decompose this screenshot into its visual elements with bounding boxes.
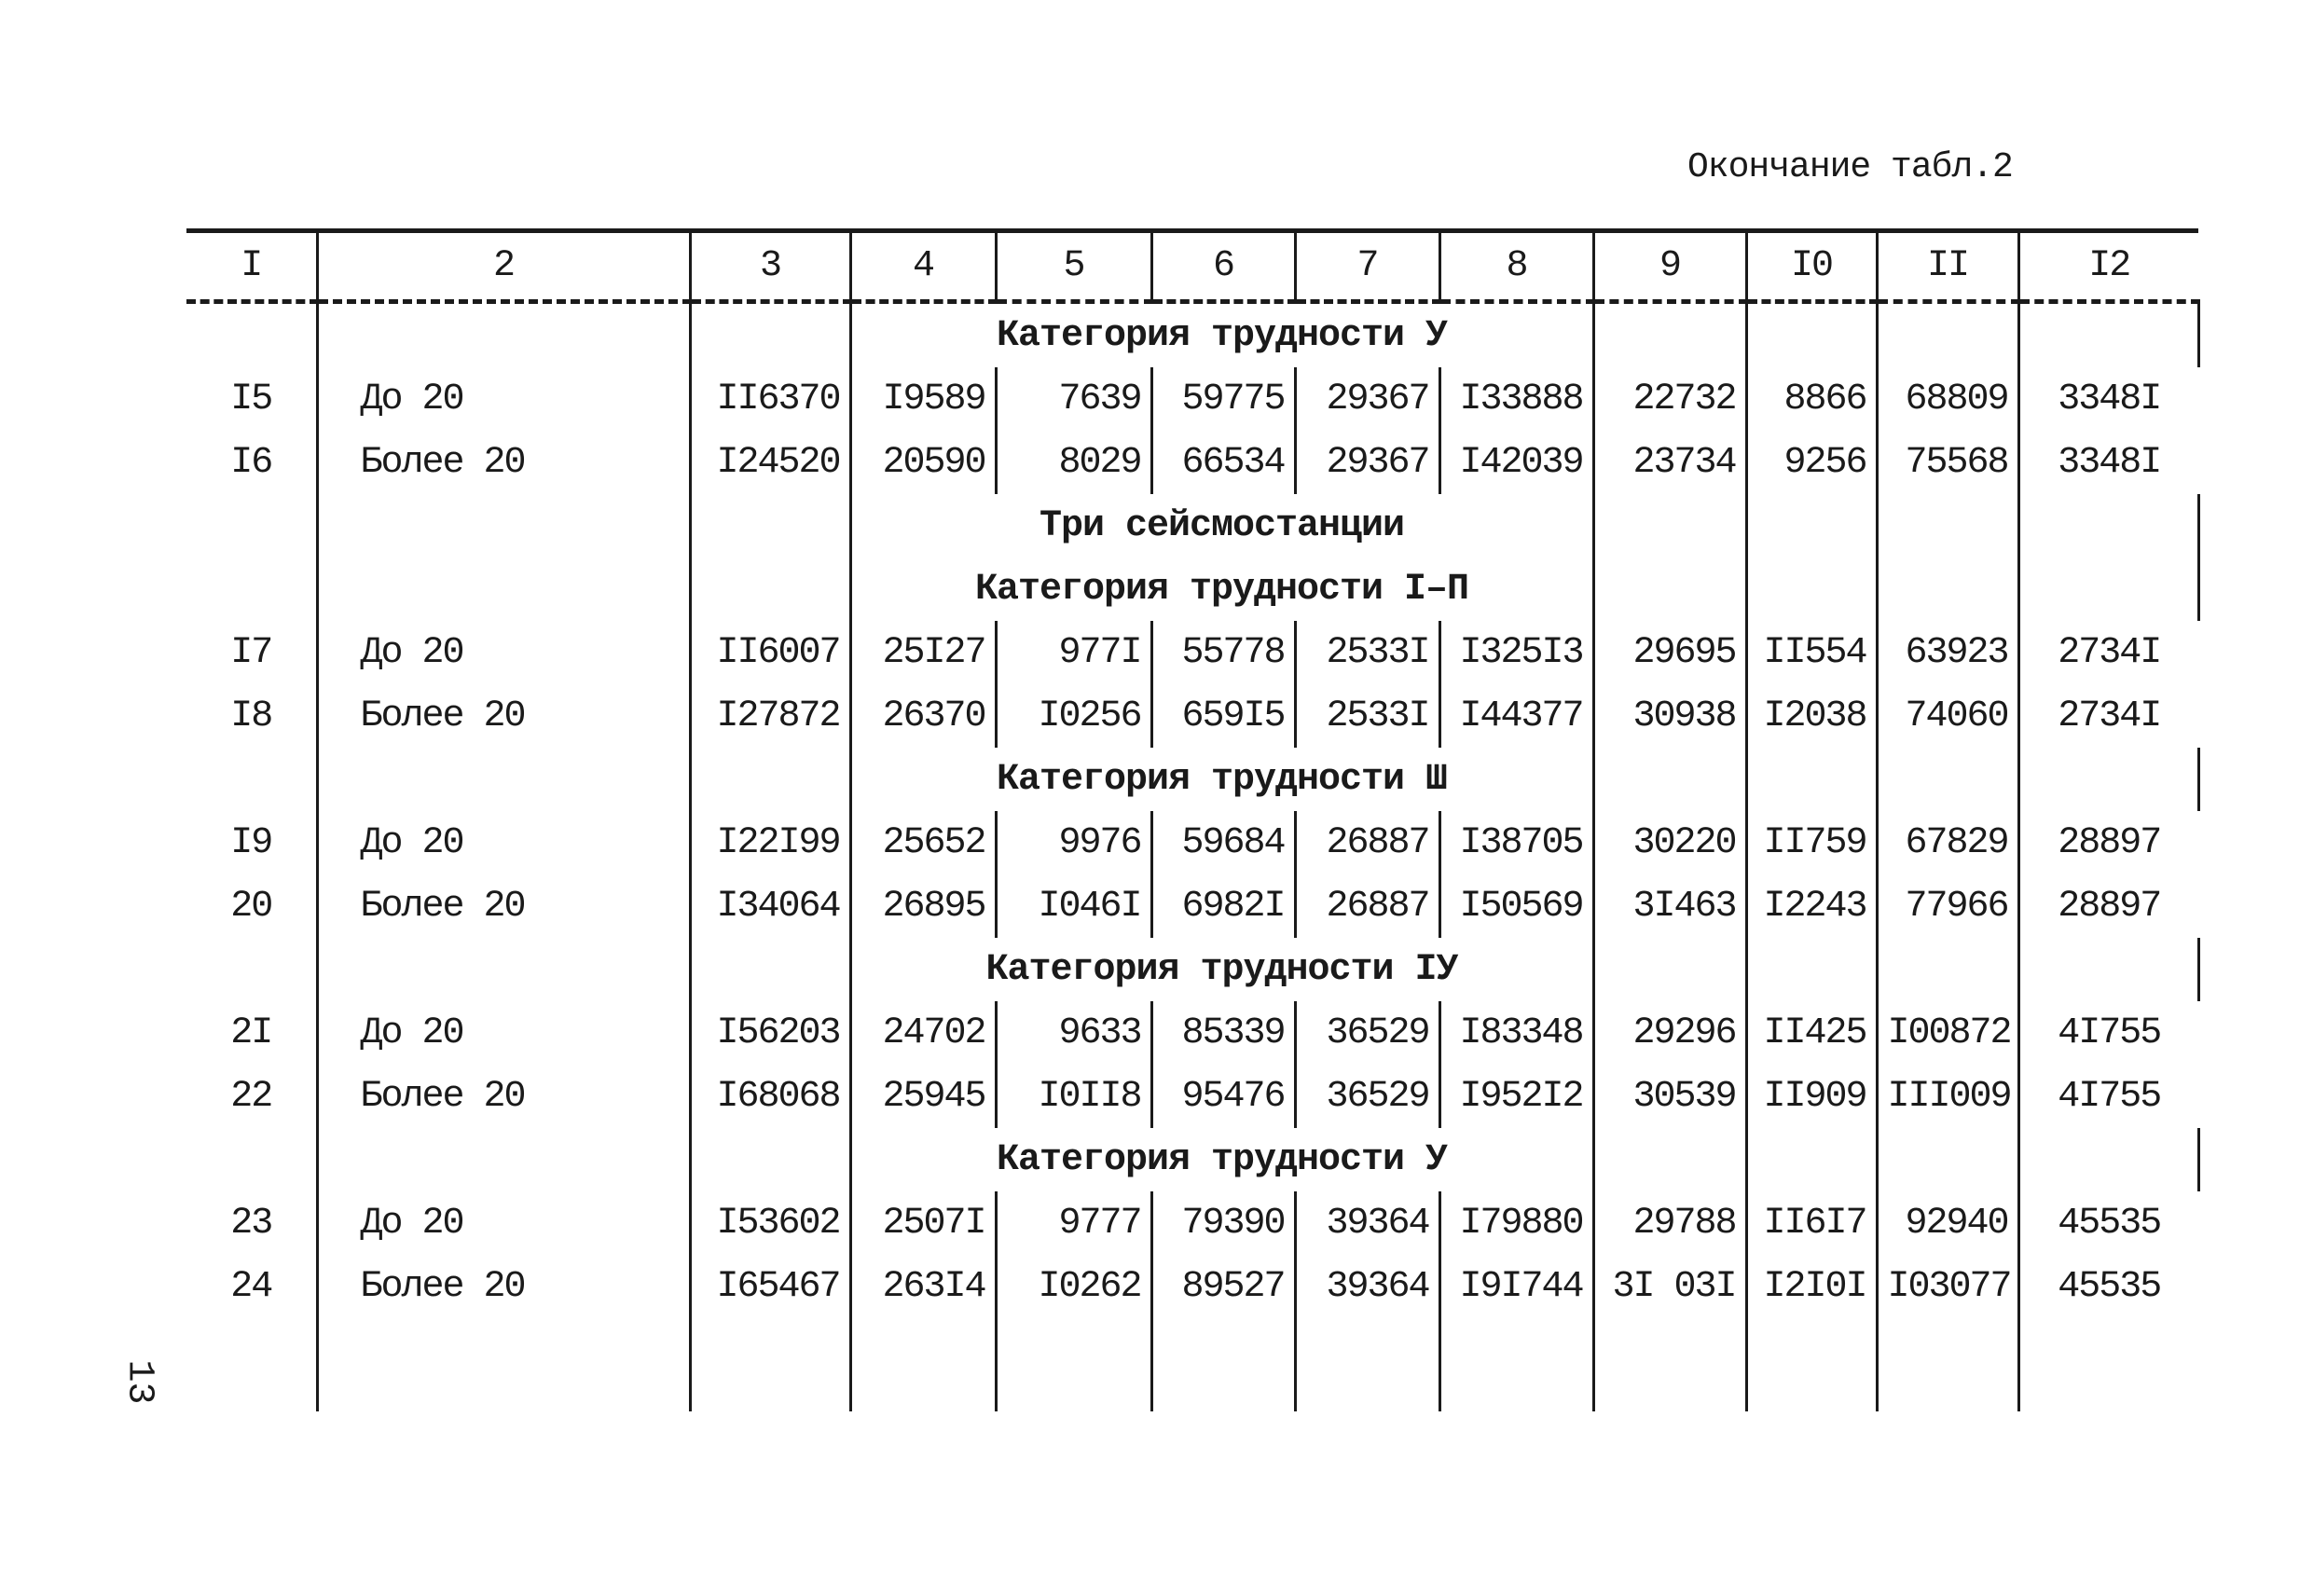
table-body [186, 302, 2198, 1412]
column-header: 7 [1295, 231, 1439, 302]
cell: I34064 [690, 874, 850, 938]
cell: 2734I [2018, 684, 2198, 748]
section-title-row [186, 938, 2198, 1001]
cell: До 20 [317, 1191, 690, 1255]
cell: 30220 [1593, 811, 1746, 874]
cell: II6370 [690, 367, 850, 431]
column-header: 8 [1439, 231, 1593, 302]
cell: 26887 [1295, 874, 1439, 938]
cell: II909 [1746, 1065, 1877, 1128]
cell: I046I [996, 874, 1151, 938]
cell: 39364 [1295, 1191, 1439, 1255]
cell: I2I0I [1746, 1255, 1877, 1318]
cell: 26370 [850, 684, 996, 748]
cell: Более 20 [317, 1255, 690, 1318]
cell: 9256 [1746, 431, 1877, 494]
cell: 95476 [1151, 1065, 1295, 1128]
cell: I7 [230, 631, 272, 674]
cell: I79880 [1439, 1191, 1593, 1255]
section-title: Три сейсмостанции [850, 494, 1593, 557]
cell: 85339 [1151, 1001, 1295, 1065]
cell: I325I3 [1439, 621, 1593, 684]
cell: I8 [230, 695, 272, 737]
cell: 28897 [2018, 874, 2198, 938]
cell: 2I [230, 1011, 272, 1054]
cell: I952I2 [1439, 1065, 1593, 1128]
cell: 36529 [1295, 1001, 1439, 1065]
cell: 39364 [1295, 1255, 1439, 1318]
cell: Более 20 [317, 874, 690, 938]
section-title: Категория трудности У [850, 1128, 1593, 1191]
cell: 45535 [2018, 1255, 2198, 1318]
cell: I9 [230, 821, 272, 864]
cell: 659I5 [1151, 684, 1295, 748]
cell: 63923 [1877, 621, 2018, 684]
header-row [186, 231, 2198, 302]
cell: 59684 [1151, 811, 1295, 874]
table-row [186, 431, 2198, 494]
section-title-row [186, 748, 2198, 811]
section-title-row [186, 557, 2198, 621]
table-row [186, 874, 2198, 938]
cell: II425 [1746, 1001, 1877, 1065]
cell: 20 [230, 885, 272, 928]
cell: I03077 [1877, 1255, 2018, 1318]
cell: 30539 [1593, 1065, 1746, 1128]
cell: 22732 [1593, 367, 1746, 431]
cell: II6I7 [1746, 1191, 1877, 1255]
cell: 8029 [996, 431, 1151, 494]
table-row [186, 1255, 2198, 1318]
cell: 2734I [2018, 621, 2198, 684]
cell: 3348I [2018, 431, 2198, 494]
cell: 29367 [1295, 367, 1439, 431]
column-header: 4 [850, 231, 996, 302]
cell: 66534 [1151, 431, 1295, 494]
cell: Более 20 [317, 684, 690, 748]
cell: I53602 [690, 1191, 850, 1255]
cell: 68809 [1877, 367, 2018, 431]
cell: 29788 [1593, 1191, 1746, 1255]
cell: 2507I [850, 1191, 996, 1255]
column-header: I2 [2018, 231, 2198, 302]
table-row [186, 811, 2198, 874]
cell: I0II8 [996, 1065, 1151, 1128]
cell: 25945 [850, 1065, 996, 1128]
cell: 20590 [850, 431, 996, 494]
table-caption: Окончание табл.2 [1687, 147, 2013, 187]
cell: 263I4 [850, 1255, 996, 1318]
cell: 29296 [1593, 1001, 1746, 1065]
table-row [186, 1065, 2198, 1128]
table-row [186, 367, 2198, 431]
cell: I44377 [1439, 684, 1593, 748]
cell: 23734 [1593, 431, 1746, 494]
data-table [186, 228, 2198, 1411]
cell: До 20 [317, 621, 690, 684]
cell: 59775 [1151, 367, 1295, 431]
cell: I27872 [690, 684, 850, 748]
table-row [186, 684, 2198, 748]
cell: 30938 [1593, 684, 1746, 748]
cell: 25I27 [850, 621, 996, 684]
cell: До 20 [317, 367, 690, 431]
cell: I5 [230, 378, 272, 420]
table-row [186, 621, 2198, 684]
cell: I00872 [1877, 1001, 2018, 1065]
cell: I0256 [996, 684, 1151, 748]
cell: 22 [230, 1075, 272, 1118]
column-header: I [186, 231, 317, 302]
cell: I42039 [1439, 431, 1593, 494]
cell: До 20 [317, 1001, 690, 1065]
section-title: Категория трудности IУ [850, 938, 1593, 1001]
cell: 36529 [1295, 1065, 1439, 1128]
cell: 24 [230, 1265, 272, 1308]
cell: 26895 [850, 874, 996, 938]
table-row [186, 1191, 2198, 1255]
cell: 3I 03I [1593, 1255, 1746, 1318]
cell: 977I [996, 621, 1151, 684]
cell: 2533I [1295, 684, 1439, 748]
cell: 3I463 [1593, 874, 1746, 938]
section-title-row [186, 494, 2198, 557]
column-header: I0 [1746, 231, 1877, 302]
cell: 9633 [996, 1001, 1151, 1065]
cell: 7639 [996, 367, 1151, 431]
cell: 26887 [1295, 811, 1439, 874]
cell: 79390 [1151, 1191, 1295, 1255]
section-title-row [186, 302, 2198, 368]
cell: 29367 [1295, 431, 1439, 494]
column-header: 2 [317, 231, 690, 302]
cell: 45535 [2018, 1191, 2198, 1255]
cell: II759 [1746, 811, 1877, 874]
cell: II554 [1746, 621, 1877, 684]
cell: I50569 [1439, 874, 1593, 938]
cell: 55778 [1151, 621, 1295, 684]
cell: 8866 [1746, 367, 1877, 431]
cell: I9589 [850, 367, 996, 431]
table-row [186, 1001, 2198, 1065]
cell: I33888 [1439, 367, 1593, 431]
section-title: Категория трудности I–П [850, 557, 1593, 621]
cell: Более 20 [317, 431, 690, 494]
cell: 6982I [1151, 874, 1295, 938]
cell: I38705 [1439, 811, 1593, 874]
cell: 74060 [1877, 684, 2018, 748]
cell: 24702 [850, 1001, 996, 1065]
cell: I0262 [996, 1255, 1151, 1318]
cell: 25652 [850, 811, 996, 874]
cell: 89527 [1151, 1255, 1295, 1318]
cell: 29695 [1593, 621, 1746, 684]
cell: 4I755 [2018, 1065, 2198, 1128]
column-header: 9 [1593, 231, 1746, 302]
cell: I56203 [690, 1001, 850, 1065]
column-header: 5 [996, 231, 1151, 302]
section-title: Категория трудности Ш [850, 748, 1593, 811]
cell: Более 20 [317, 1065, 690, 1128]
cell: 9777 [996, 1191, 1151, 1255]
cell: II6007 [690, 621, 850, 684]
cell: I24520 [690, 431, 850, 494]
column-header: II [1877, 231, 2018, 302]
cell: I68068 [690, 1065, 850, 1128]
cell: 2533I [1295, 621, 1439, 684]
cell: 9976 [996, 811, 1151, 874]
cell: I83348 [1439, 1001, 1593, 1065]
cell: 67829 [1877, 811, 2018, 874]
cell: 23 [230, 1202, 272, 1245]
column-header: 6 [1151, 231, 1295, 302]
cell: I65467 [690, 1255, 850, 1318]
cell: I9I744 [1439, 1255, 1593, 1318]
section-title: Категория трудности У [850, 302, 1593, 368]
cell: До 20 [317, 811, 690, 874]
section-title-row [186, 1128, 2198, 1191]
cell: I22I99 [690, 811, 850, 874]
page-number: 13 [117, 1359, 160, 1405]
cell: I2038 [1746, 684, 1877, 748]
cell: 28897 [2018, 811, 2198, 874]
cell: I2243 [1746, 874, 1877, 938]
table-filler-row [186, 1318, 2198, 1411]
cell: 4I755 [2018, 1001, 2198, 1065]
column-header: 3 [690, 231, 850, 302]
cell: III009 [1877, 1065, 2018, 1128]
cell: 77966 [1877, 874, 2018, 938]
cell: 3348I [2018, 367, 2198, 431]
cell: I6 [230, 441, 272, 484]
cell: 92940 [1877, 1191, 2018, 1255]
cell: 75568 [1877, 431, 2018, 494]
